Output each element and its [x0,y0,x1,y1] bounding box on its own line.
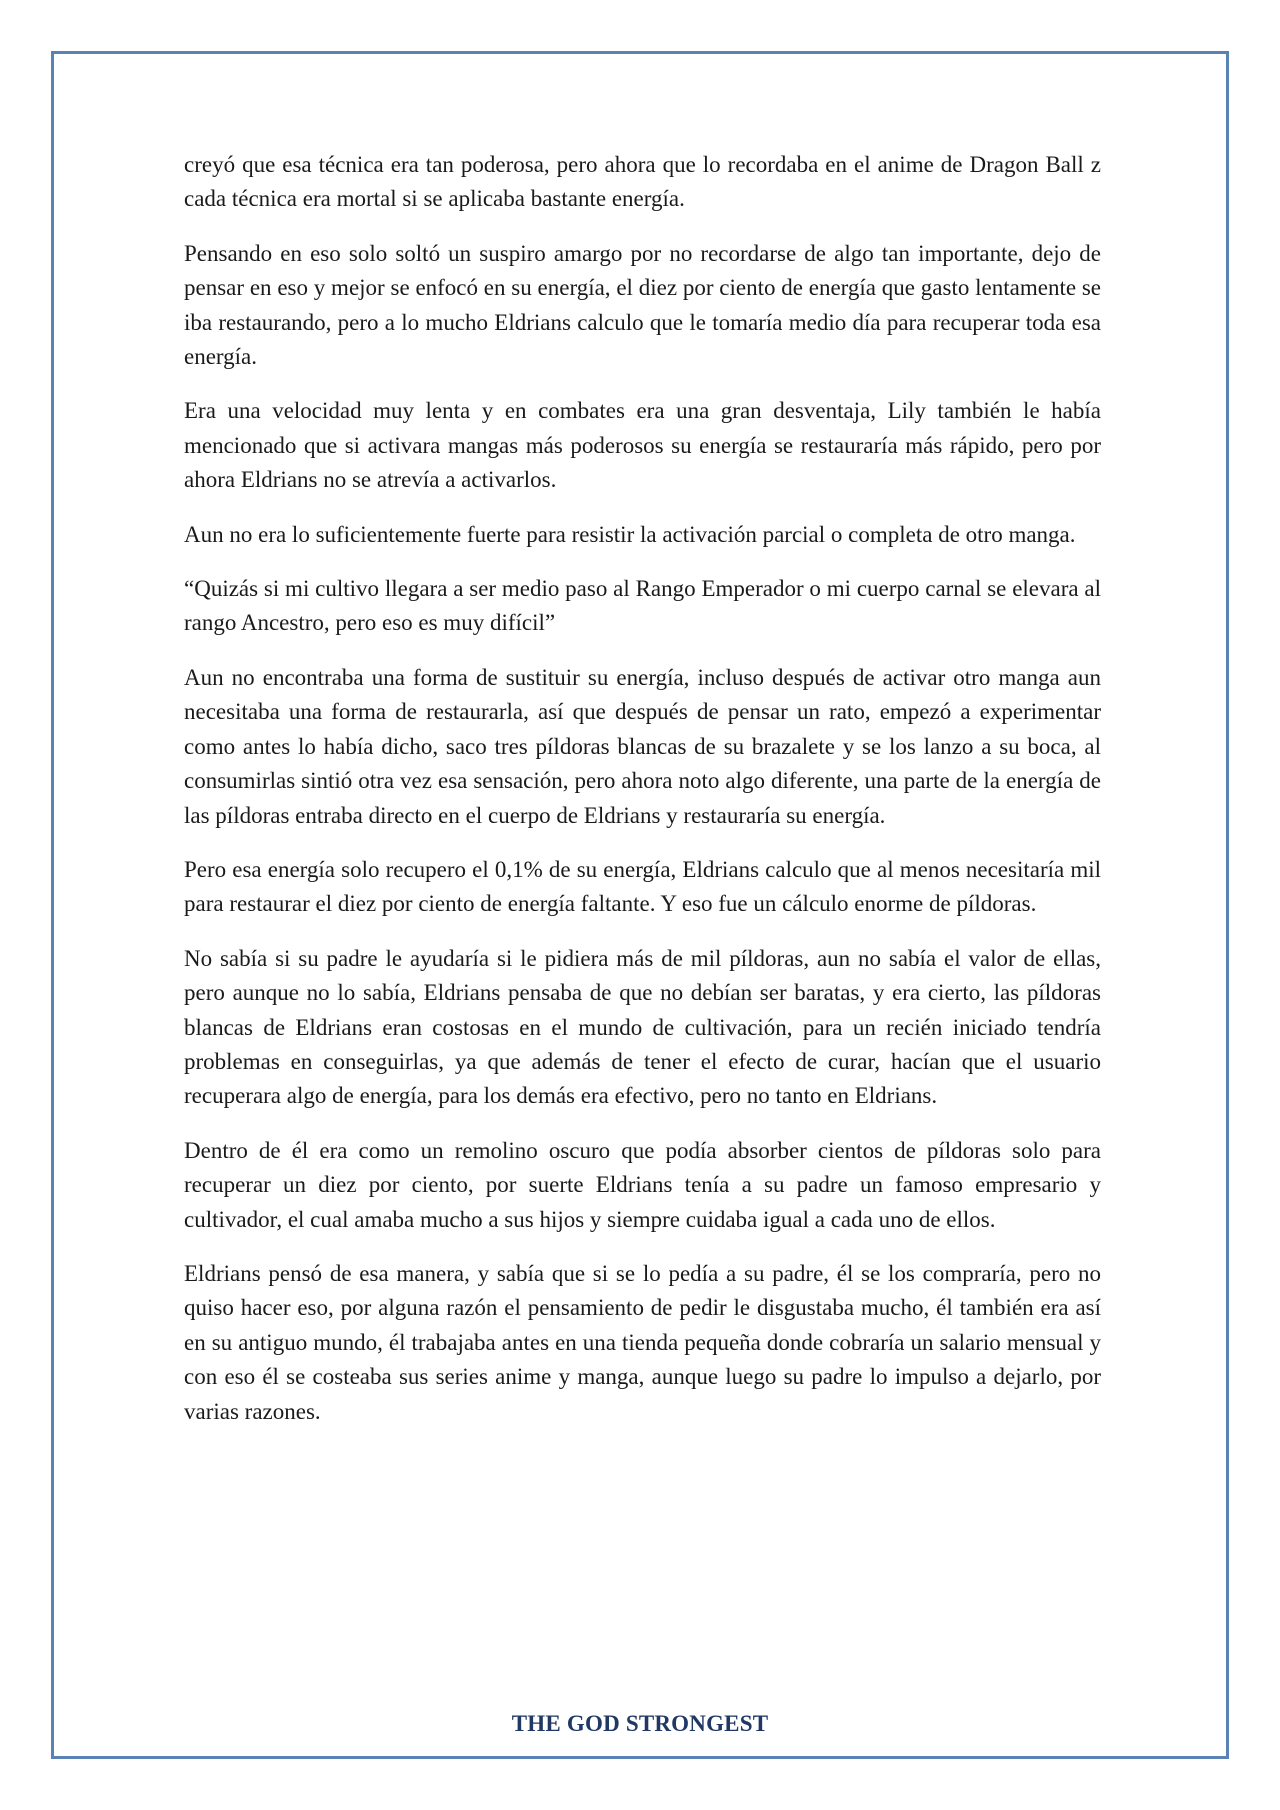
paragraph: No sabía si su padre le ayudaría si le pidiera más de mil píldoras, aun no sabía el valor de ellas, pero aunque no lo sabía, Eldrians pensaba de que no debían ser baratas, y era cierto, las píldoras blancas de Eldrians eran costosas en el mundo de cultivación, para un recién iniciado tendría problemas en conseguirlas, ya que además de tener el efecto de curar, hacían que el usuario recuperara algo de energía, para los demás era efectivo, pero no tanto en Eldrians. [184,945,1101,1109]
paragraph: creyó que esa técnica era tan poderosa, pero ahora que lo recordaba en el anime de Dragon Ball z cada técnica era mortal si se aplicaba bastante energía. [184,152,1101,212]
paragraph: Pero esa energía solo recupero el 0,1% de su energía, Eldrians calculo que al menos necesitaría mil para restaurar el diez por ciento de energía faltante. Y eso fue un cálculo enorme de píldoras. [184,856,1101,917]
paragraph: Aun no encontraba una forma de sustituir su energía, incluso después de activar otro manga aun necesitaba una forma de restaurarla, así que después de pensar un rato, empezó a experimentar como antes lo había dicho, saco tres píldoras blancas de su brazalete y se los lanzo a su boca, al consumirlas sintió otra vez esa sensación, pero ahora noto algo diferente, una parte de la energía de las píldoras entraba directo en el cuerpo de Eldrians y restauraría su energía. [184,664,1101,828]
paragraph: Eldrians pensó de esa manera, y sabía que si se lo pedía a su padre, él se los compraría, pero no quiso hacer eso, por alguna razón el pensamiento de pedir le disgustaba mucho, él también era así en su antiguo mundo, él trabajaba antes en una tienda pequeña donde cobraría un salario mensual y con eso él se costeaba sus series anime y manga, aunque luego su padre lo impulso a dejarlo, por varias razones. [184,1260,1101,1424]
paragraph: Aun no era lo suficientemente fuerte para resistir la activación parcial o completa de otro manga. [184,521,1076,547]
paragraph: “Quizás si mi cultivo llegara a ser medio paso al Rango Emperador o mi cuerpo carnal se elevara al rango Ancestro, pero eso es muy difícil” [184,576,1101,636]
paragraph: Era una velocidad muy lenta y en combates era una gran desventaja, Lily también le había mencionado que si activara mangas más poderosos su energía se restauraría más rápido, pero por ahora Eldrians no se atrevía a activarlos. [184,398,1101,493]
page-body-text [184,148,1101,1449]
paragraph: Dentro de él era como un remolino oscuro que podía absorber cientos de píldoras solo para recuperar un diez por ciento, por suerte Eldrians tenía a su padre un famoso empresario y cultivador, el cual amaba mucho a sus hijos y siempre cuidaba igual a cada uno de ellos. [184,1137,1101,1232]
footer-book-title: THE GOD STRONGEST [511,1711,769,1736]
paragraph: Pensando en eso solo soltó un suspiro amargo por no recordarse de algo tan importante, dejo de pensar en eso y mejor se enfocó en su energía, el diez por ciento de energía que gasto lentamente se iba restaurando, pero a lo mucho Eldrians calculo que le tomaría medio día para recuperar toda esa energía. [184,240,1101,370]
